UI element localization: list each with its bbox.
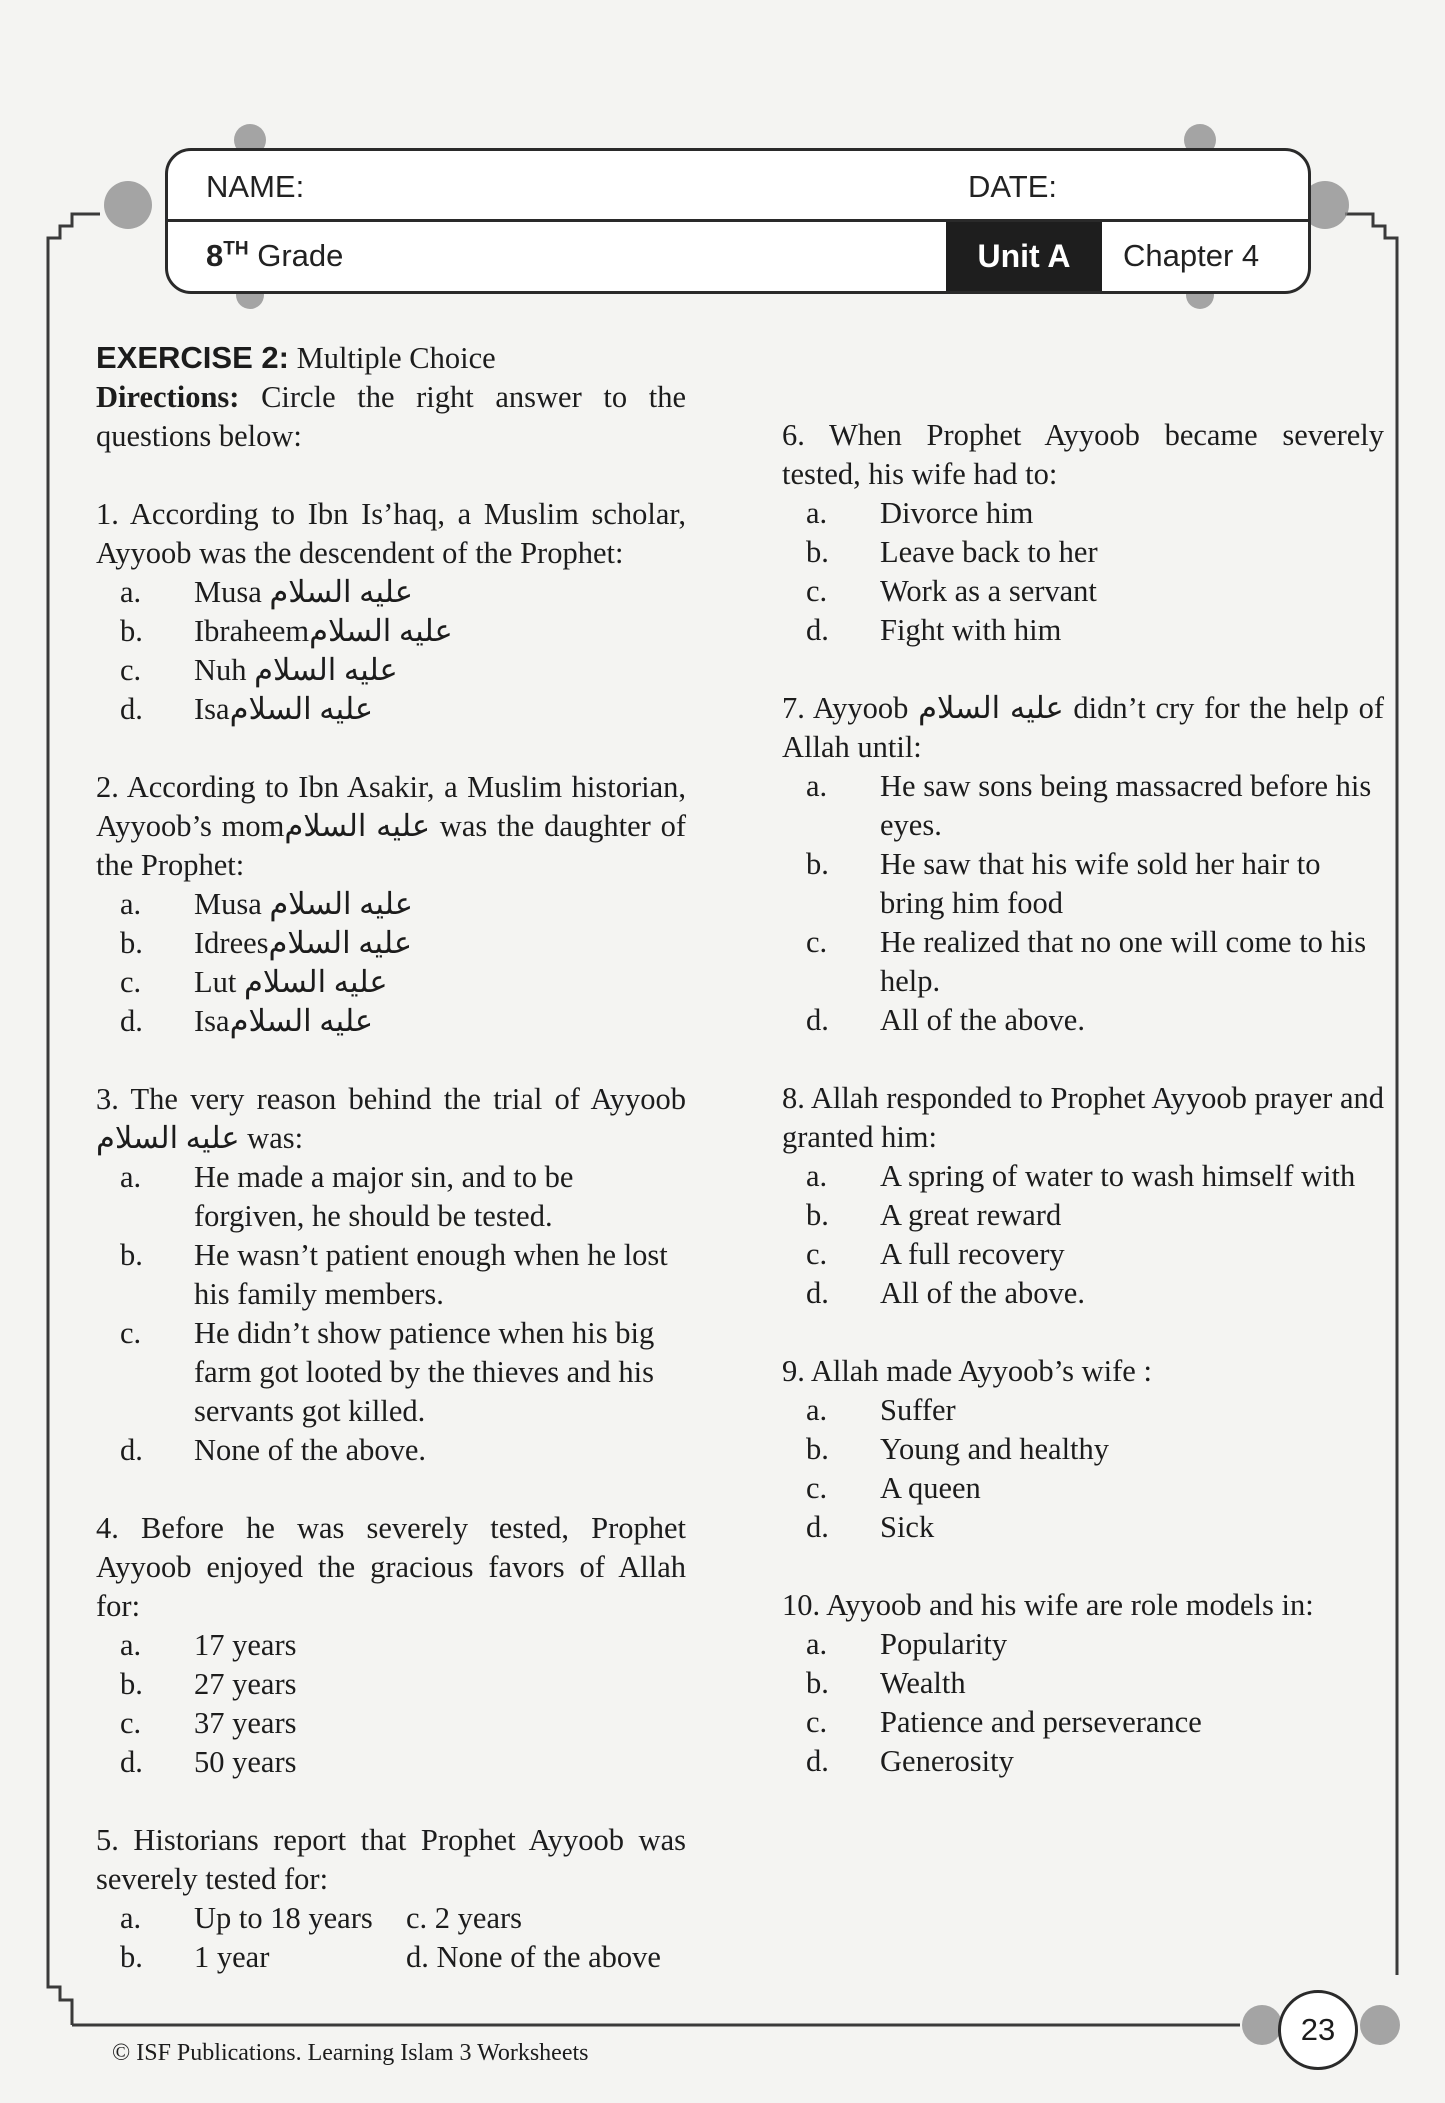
option-2b[interactable]: b. Idreesعليه السلام	[120, 926, 413, 960]
question-5: 5. Historians report that Prophet Ayyoob was severely tested for:	[96, 1823, 686, 1896]
option-6c[interactable]: c. Work as a servant	[806, 574, 1097, 608]
option-7d[interactable]: d. All of the above.	[806, 1003, 1085, 1037]
option-5-row2: b. 1 year d. None of the above	[96, 1938, 686, 1977]
left-column	[96, 338, 686, 1977]
grade-label: 8TH Grade	[206, 238, 344, 273]
option-7c[interactable]: c. He realized that no one will come to his help.	[806, 925, 1367, 998]
page-number: 23	[1278, 1990, 1358, 2070]
header-grade-row	[168, 222, 1308, 291]
option-10a[interactable]: a. Popularity	[806, 1627, 1008, 1661]
option-9b[interactable]: b. Young and healthy	[806, 1432, 1110, 1466]
option-8d[interactable]: d. All of the above.	[806, 1276, 1085, 1310]
option-5b[interactable]: 1 year	[194, 1940, 270, 1974]
chapter-label: Chapter 4	[1123, 238, 1260, 273]
option-5a[interactable]: Up to 18 years	[194, 1901, 373, 1935]
option-9c[interactable]: c. A queen	[806, 1471, 981, 1505]
option-1d[interactable]: d. Isaعليه السلام	[120, 692, 374, 726]
question-8: 8. Allah responded to Prophet Ayyoob prayer and granted him:	[782, 1081, 1385, 1154]
option-3a[interactable]: a. He made a major sin, and to be forgiven, he should be tested.	[120, 1160, 574, 1233]
option-9a[interactable]: a. Suffer	[806, 1393, 956, 1427]
option-2c[interactable]: c. Lut عليه السلام	[120, 965, 388, 999]
directions: Directions: Circle the right answer to the questions below:	[96, 380, 686, 453]
option-6b[interactable]: b. Leave back to her	[806, 535, 1098, 569]
option-1a[interactable]: a. Musa عليه السلام	[120, 575, 413, 609]
option-5-row1: a. Up to 18 years c. 2 years	[96, 1899, 686, 1938]
option-7a[interactable]: a. He saw sons being massacred before his eyes.	[806, 769, 1372, 842]
option-9d[interactable]: d. Sick	[806, 1510, 935, 1544]
option-4b[interactable]: b. 27 years	[120, 1667, 297, 1701]
option-2d[interactable]: d. Isaعليه السلام	[120, 1004, 374, 1038]
option-5c[interactable]: c. 2 years	[406, 1901, 523, 1935]
question-2: 2. According to Ibn Asakir, a Muslim historian, Ayyoob’s momعليه السلام was the daughter of the Prophet:	[96, 770, 686, 882]
option-3d[interactable]: d. None of the above.	[120, 1433, 427, 1467]
question-4: 4. Before he was severely tested, Prophet Ayyoob enjoyed the gracious favors of Allah for:	[96, 1511, 686, 1623]
question-7: 7. Ayyoob عليه السلام didn’t cry for the help of Allah until:	[782, 691, 1384, 764]
option-1b[interactable]: b. Ibraheemعليه السلام	[120, 614, 453, 648]
question-3: 3. The very reason behind the trial of Ayyoob عليه السلام was:	[96, 1082, 686, 1155]
option-8c[interactable]: c. A full recovery	[806, 1237, 1065, 1271]
option-4a[interactable]: a. 17 years	[120, 1628, 297, 1662]
option-6d[interactable]: d. Fight with him	[806, 613, 1062, 647]
option-3c[interactable]: c. He didn’t show patience when his big farm got looted by the thieves and his servants got killed.	[120, 1316, 655, 1428]
right-column	[782, 416, 1384, 1781]
option-10b[interactable]: b. Wealth	[806, 1666, 966, 1700]
option-10d[interactable]: d. Generosity	[806, 1744, 1014, 1778]
option-5d[interactable]: d. None of the above	[406, 1940, 661, 1974]
option-1c[interactable]: c. Nuh عليه السلام	[120, 653, 398, 687]
option-4d[interactable]: d. 50 years	[120, 1745, 297, 1779]
option-10c[interactable]: c. Patience and perseverance	[806, 1705, 1202, 1739]
question-9: 9. Allah made Ayyoob’s wife :	[782, 1354, 1152, 1388]
unit-badge: Unit A	[946, 222, 1102, 291]
header-name-date-row	[168, 151, 1308, 222]
question-10: 10. Ayyoob and his wife are role models in:	[782, 1588, 1314, 1622]
copyright-footer: © ISF Publications. Learning Islam 3 Worksheets	[112, 2040, 589, 2066]
date-label: DATE:	[968, 169, 1057, 204]
option-8b[interactable]: b. A great reward	[806, 1198, 1062, 1232]
option-6a[interactable]: a. Divorce him	[806, 496, 1034, 530]
option-4c[interactable]: c. 37 years	[120, 1706, 297, 1740]
option-8a[interactable]: a. A spring of water to wash himself with	[806, 1159, 1356, 1193]
option-2a[interactable]: a. Musa عليه السلام	[120, 887, 413, 921]
option-3b[interactable]: b. He wasn’t patient enough when he lost his family members.	[120, 1238, 668, 1311]
question-6: 6. When Prophet Ayyoob became severely tested, his wife had to:	[782, 418, 1384, 491]
exercise-heading: EXERCISE 2: Multiple Choice	[96, 340, 496, 375]
worksheet-header	[165, 148, 1311, 294]
option-7b[interactable]: b. He saw that his wife sold her hair to bring him food	[806, 847, 1321, 920]
question-1: 1. According to Ibn Is’haq, a Muslim scholar, Ayyoob was the descendent of the Prophet:	[96, 497, 686, 570]
name-label: NAME:	[206, 169, 305, 204]
